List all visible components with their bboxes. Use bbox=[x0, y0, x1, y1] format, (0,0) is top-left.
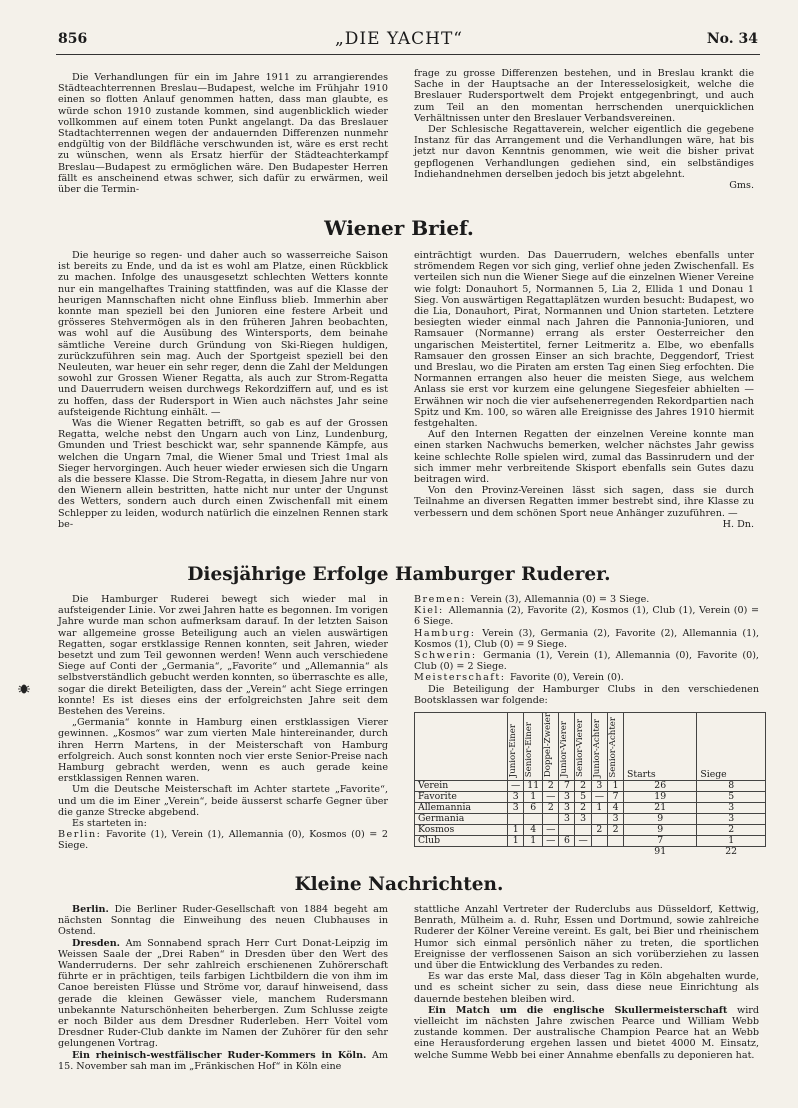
result-line bbox=[414, 650, 759, 672]
column-header-label: Siege bbox=[700, 769, 727, 781]
header-rule bbox=[56, 54, 760, 55]
page-number: 856 bbox=[58, 31, 88, 47]
news-item bbox=[58, 1050, 388, 1072]
table-cell bbox=[608, 836, 624, 847]
empty-cell bbox=[559, 847, 575, 858]
table-cell: 7 bbox=[608, 792, 624, 803]
column-header-label: Junior-Einer bbox=[508, 724, 518, 778]
column-header bbox=[591, 713, 607, 781]
hamburg-left-column bbox=[58, 594, 388, 852]
news-lead: Dresden. bbox=[72, 937, 121, 949]
table-corner-cell bbox=[415, 713, 508, 781]
empty-cell bbox=[508, 847, 524, 858]
paragraph: „Germania“ konnte in Hamburg einen erstklassigen Vierer gewinnen. „Kosmos“ war zum vierten Male hintereinander, durch ihren Herrn Martens, in der Meisterschaft von Hamburg erfolgreich. Auch sonst konnten noch vier erste Senior-Preise nach Hamburg gebracht werden, wenn es auch gerade keine erstklassigen Rennen waren. bbox=[58, 717, 388, 785]
table-cell: 5 bbox=[697, 792, 766, 803]
table-cell: 2 bbox=[697, 825, 766, 836]
table-cell bbox=[559, 825, 575, 836]
city-label: Schwerin: bbox=[414, 650, 484, 662]
paragraph: Die Verhandlungen für ein im Jahre 1911 zu arrangierendes Städteachterrennen Breslau—Budapest, welche im Frühjahr 1910 einen so flotten Anlauf genommen hatten, dass man glaubte, es würde schon 1910 zustande kommen, sind augenblicklich wieder vollkommen auf einem toten Punkt angelangt. Da das Breslauer Stadtachterrennen wegen der andauernden Differenzen nunmehr endgültig von der Bildfläche verschwunden ist, wäre es erst recht zu wünschen, wenn als Ersatz hierfür der Städteachterkampf Breslau—Budapest zu ermöglichen wäre. Den Budapester Herren fällt es anscheinend etwas schwer, sich dafür zu erwärmen, weil über die Termin- bbox=[58, 72, 388, 196]
kleine-nachrichten-headline: Kleine Nachrichten. bbox=[294, 874, 504, 895]
journal-title: „DIE YACHT“ bbox=[334, 29, 463, 49]
news-item bbox=[58, 904, 388, 938]
paragraph: Die heurige so regen- und daher auch so wasserreiche Saison ist bereits zu Ende, und da ist es wohl am Platze, einen Rückblick zu machen. Infolge des unausgesetzt schlechten Wetters konnte nur ein mangelhaftes Training stattfinden, was auf die Klasse der heurigen Mannschaften nicht ohne Einfluss blieb. Immerhin aber konnte man speziell bei den Junioren eine festere Arbeit und grösseres Stehvermögen als in den früheren Jahren beobachten, was wohl auf die Ausübung des Wintersports, dem beinahe sämtliche Vereine durch Gründung von Ski-Riegen huldigen, zurückzuführen sein mag. Auch der Sportgeist speziell bei den Neuleuten, war heuer ein sehr reger, denn die Zahl der Meldungen sowohl zur Grossen Wiener Regatta, als auch zur Strom-Regatta und Dauerrudern weisen durchwegs Rekordziffern auf, und es ist zu hoffen, dass der Rudersport in Wien auch nächstes Jahr seine aufsteigende Richtung einhält. — bbox=[58, 250, 388, 418]
result-line bbox=[414, 605, 759, 627]
wiener-right-column bbox=[414, 250, 754, 530]
column-header bbox=[608, 713, 624, 781]
column-header bbox=[575, 713, 591, 781]
table-cell: 8 bbox=[697, 781, 766, 792]
hamburg-right-column bbox=[414, 594, 759, 857]
column-header-label: Starts bbox=[627, 769, 656, 781]
wiener-brief-headline: Wiener Brief. bbox=[324, 216, 474, 240]
paragraph: Auf den Internen Regatten der einzelnen Vereine konnte man einen starken Nachwuchs bemerken, welcher nächstes Jahr gewiss keine schlechte Rolle spielen wird, zumal das Bassinrudern und der sich immer mehr verbreitende Skisport ebenfalls sein Gutes dazu beitragen wird. bbox=[414, 429, 754, 486]
table-cell: 3 bbox=[697, 803, 766, 814]
total-starts: 91 bbox=[624, 847, 697, 858]
empty-cell bbox=[524, 847, 543, 858]
result-text: Favorite (1), Verein (1), Allemannia (0), Kosmos (0) = 2 Siege. bbox=[58, 829, 388, 852]
issue-number: No. 34 bbox=[706, 31, 758, 47]
table-cell: 7 bbox=[624, 836, 697, 847]
table-cell: 1 bbox=[508, 836, 524, 847]
table-row bbox=[415, 792, 766, 803]
table-cell: 3 bbox=[508, 792, 524, 803]
table-cell: — bbox=[543, 825, 559, 836]
table-cell: 3 bbox=[508, 803, 524, 814]
paragraph: Die Beteiligung der Hamburger Clubs in den verschiedenen Bootsklassen war folgende: bbox=[414, 683, 759, 706]
column-header-label: Senior-Vierer bbox=[575, 719, 586, 778]
column-header-label: Junior-Achter bbox=[591, 718, 602, 778]
wiener-left-column bbox=[58, 250, 388, 530]
totals-row bbox=[415, 847, 766, 858]
table-cell: 6 bbox=[524, 803, 543, 814]
table-cell: 2 bbox=[591, 825, 607, 836]
table-cell: 1 bbox=[524, 792, 543, 803]
participation-table bbox=[414, 712, 766, 857]
table-cell: — bbox=[575, 836, 591, 847]
news-text: wird vielleicht im nächsten Jahre zwischen Pearce und William Webb zustande kommen. Der australische Champion Pearce hat an Webb eine Herausforderung ergehen lassen und bietet 4000 M. Einsatz, welche Summe Webb bei einer Annahme ebenfalls zu deponieren hat. bbox=[414, 1004, 759, 1061]
news-item bbox=[414, 1005, 759, 1061]
signature: H. Dn. bbox=[722, 518, 754, 530]
total-siege: 22 bbox=[697, 847, 766, 858]
empty-cell bbox=[543, 847, 559, 858]
paragraph: Was die Wiener Regatten betrifft, so gab es auf der Grossen Regatta, welche nebst den Ungarn auch von Linz, Lundenburg, Gmunden und Triest beschickt war, sehr spannende Kämpfe, aus welchen die Ungarn 7mal, die Wiener 5mal und Triest 1mal als Sieger hervorgingen. Auch heuer wieder erwiesen sich die Ungarn als die bessere Klasse. Die Strom-Regatta, in diesem Jahre nur von den Wienern allein bestritten, hatte nicht nur unter der Ungunst des Wetters, sondern auch durch einen Zwischenfall mit einem Schlepper zu leiden, wodurch natürlich die einzelnen Rennen stark be- bbox=[58, 418, 388, 530]
column-header-label: Junior-Vierer bbox=[559, 721, 570, 778]
table-cell: 7 bbox=[559, 781, 575, 792]
city-label: Meisterschaft: bbox=[414, 672, 510, 684]
intro-left-column bbox=[58, 72, 388, 195]
table-row bbox=[415, 814, 766, 825]
table-cell: 6 bbox=[559, 836, 575, 847]
table-cell: 2 bbox=[575, 803, 591, 814]
club-name-cell: Allemannia bbox=[415, 803, 508, 814]
paragraph: einträchtigt wurden. Das Dauerrudern, welches ebenfalls unter strömendem Regen vor sich ging, verlief ohne jeden Zwischenfall. Es verteilen sich nun die Wiener Siege auf die einzelnen Wiener Vereine wie folgt: Donauhort 5, Normannen 5, Lia 2, Ellida 1 und Donau 1 Sieg. Von auswärtigen Regattaplätzen wurden besucht: Budapest, wo die Lia, Donauhort, Pirat, Normannen und Union starteten. Letztere besiegten wieder einmal nach Jahren die Pannonia-Junioren, und Ramsauer (Normanne) errang als erster Oesterreicher den ungarischen Meistertitel, ferner Leitmeritz a. Elbe, wo ebenfalls Ramsauer den grossen Einser an sich brachte, Deggendorf, Triest und Breslau, wo die Piraten am ersten Tag einen Sieg erfochten. Die Normannen errangen also heuer die meisten Siege, aus welchem Anlass sie erst vor kurzem eine gelungene Siegesfeier abhielten — Erwähnen wir noch die vier aufsehenerregenden Rekordpartien nach Spitz und Km. 100, so wären alle Ereignisse des Jahres 1910 hiermit festgehalten. bbox=[414, 250, 754, 430]
empty-cell bbox=[415, 847, 508, 858]
table-cell bbox=[575, 825, 591, 836]
news-lead: Ein rheinisch-westfälischer Ruder-Kommers in Köln. bbox=[72, 1049, 367, 1061]
result-line bbox=[414, 672, 759, 683]
paragraph: Es war das erste Mal, dass dieser Tag in Köln abgehalten wurde, und es scheint sicher zu sein, dass diese neue Einrichtung als dauernde bestehen bleiben wird. bbox=[414, 971, 759, 1005]
table-cell bbox=[524, 814, 543, 825]
result-line bbox=[414, 594, 759, 605]
signature: Gms. bbox=[729, 180, 754, 192]
news-text: Am 15. November sah man im „Fränkischen Hof“ in Köln eine bbox=[58, 1049, 388, 1072]
table-header-row bbox=[415, 713, 766, 781]
city-label: Berlin: bbox=[58, 829, 102, 841]
empty-cell bbox=[575, 847, 591, 858]
column-header bbox=[524, 713, 543, 781]
table-cell: 3 bbox=[591, 781, 607, 792]
table-cell: 1 bbox=[524, 836, 543, 847]
table-cell: — bbox=[508, 781, 524, 792]
page-header bbox=[0, 28, 798, 52]
column-header bbox=[508, 713, 524, 781]
kleine-right-column bbox=[414, 904, 759, 1061]
ink-blot-mark bbox=[18, 682, 30, 696]
table-row bbox=[415, 803, 766, 814]
table-cell: — bbox=[591, 792, 607, 803]
table-cell: — bbox=[543, 792, 559, 803]
column-header bbox=[624, 713, 697, 781]
table-cell: 1 bbox=[608, 781, 624, 792]
news-item bbox=[58, 938, 388, 1050]
result-text: Germania (1), Verein (1), Allemannia (0), Favorite (0), Club (0) = 2 Siege. bbox=[414, 650, 759, 673]
kleine-left-column bbox=[58, 904, 388, 1072]
table-cell: 3 bbox=[559, 792, 575, 803]
table-cell: 4 bbox=[608, 803, 624, 814]
table-cell: 9 bbox=[624, 814, 697, 825]
table-row bbox=[415, 781, 766, 792]
intro-right-column bbox=[414, 68, 754, 191]
table-cell: 3 bbox=[559, 803, 575, 814]
paragraph: Die Hamburger Ruderei bewegt sich wieder mal in aufsteigender Linie. Vor zwei Jahren hatte es begonnen. Im vorigen Jahre wurde man schon aufmerksam darauf. In der letzten Saison war allgemeine grosse Beteiligung auch an vielen auswärtigen Regatten, sogar erstklassige Rennen konnten, seit Jahren, wieder besetzt und zum Teil gewonnen werden! Wenn auch verschiedene Siege auf Conti der „Germania“, „Favorite“ und „Allemannia“ als selbstverständlich gebucht werden konnten, so überraschte es alle, sogar die direkt Beteiligten, dass der „Verein“ acht Siege erringen konnte! Es ist dieses eins der erfolgreichsten Jahre seit dem Bestehen des Vereins. bbox=[58, 594, 388, 718]
table-cell: 19 bbox=[624, 792, 697, 803]
empty-cell bbox=[591, 847, 607, 858]
club-name-cell: Kosmos bbox=[415, 825, 508, 836]
table-cell: 4 bbox=[524, 825, 543, 836]
club-name-cell: Verein bbox=[415, 781, 508, 792]
paragraph: Von den Provinz-Vereinen lässt sich sagen, dass sie durch Teilnahme an diversen Regatten immer bestrebt sind, ihre Klasse zu verbessern und dem schönen Sport neue Anhänger zuzuführen. — bbox=[414, 485, 754, 519]
club-name-cell: Germania bbox=[415, 814, 508, 825]
result-line bbox=[58, 829, 388, 851]
empty-cell bbox=[608, 847, 624, 858]
result-text: Verein (3), Allemannia (0) = 3 Siege. bbox=[470, 594, 650, 605]
result-text: Favorite (0), Verein (0). bbox=[510, 672, 624, 684]
table-cell: 5 bbox=[575, 792, 591, 803]
table-cell bbox=[543, 814, 559, 825]
column-header-label: Senior-Achter bbox=[608, 716, 619, 778]
table-cell bbox=[591, 836, 607, 847]
result-text: Allemannia (2), Favorite (2), Kosmos (1), Club (1), Verein (0) = 6 Siege. bbox=[414, 605, 759, 628]
column-header-label: Senior-Einer bbox=[524, 722, 535, 778]
table-cell: 2 bbox=[575, 781, 591, 792]
paragraph: stattliche Anzahl Vertreter der Ruderclubs aus Düsseldorf, Kettwig, Benrath, Mülheim a. d. Ruhr, Essen und Dortmund, sowie zahlreiche Ruderer der Kölner Vereine vereint. Es galt, bei Bier und rheinischem Humor sich einmal persönlich näher zu treten, die sportlichen Ereignisse der verflossenen Saison an sich vorüberziehen zu lassen und über die Entwicklung des Verbandes zu reden. bbox=[414, 904, 759, 972]
table-cell: 1 bbox=[697, 836, 766, 847]
table-cell: 2 bbox=[608, 825, 624, 836]
hamburg-headline: Diesjährige Erfolge Hamburger Ruderer. bbox=[187, 564, 611, 585]
table-cell: 3 bbox=[697, 814, 766, 825]
table-cell: 3 bbox=[559, 814, 575, 825]
column-header bbox=[543, 713, 559, 781]
table-body bbox=[415, 781, 766, 858]
table-cell: 2 bbox=[543, 803, 559, 814]
news-lead: Ein Match um die englische Skullermeisterschaft bbox=[428, 1004, 728, 1016]
city-label: Bremen: bbox=[414, 594, 471, 605]
table-cell bbox=[508, 814, 524, 825]
news-lead: Berlin. bbox=[72, 904, 109, 915]
city-label: Kiel: bbox=[414, 605, 449, 617]
paragraph: Es starteten in: bbox=[72, 818, 147, 830]
table-cell: 2 bbox=[543, 781, 559, 792]
news-text: Die Berliner Ruder-Gesellschaft von 1884 begeht am nächsten Sonntag die Einweihung des neuen Clubhauses in Ostend. bbox=[58, 904, 388, 938]
table-row bbox=[415, 825, 766, 836]
city-label: Hamburg: bbox=[414, 627, 483, 639]
column-header bbox=[559, 713, 575, 781]
paragraph: Um die Deutsche Meisterschaft im Achter startete „Favorite“, und um die im Einer „Verein“, beide äusserst scharfe Gegner über die ganze Strecke abgebend. bbox=[58, 784, 388, 818]
table-row bbox=[415, 836, 766, 847]
table-cell: 21 bbox=[624, 803, 697, 814]
paragraph: Der Schlesische Regattaverein, welcher eigentlich die gegebene Instanz für das Arrangement und die Verhandlungen wäre, hat bis jetzt nur davon Kenntnis genommen, wie weit die bisher privat gepflogenen Verhandlungen gediehen sind, ein selbständiges Indiehandnehmen derselben jedoch bis jetzt abgelehnt. bbox=[414, 124, 754, 180]
table-cell: — bbox=[543, 836, 559, 847]
table-cell: 26 bbox=[624, 781, 697, 792]
table-cell: 1 bbox=[508, 825, 524, 836]
result-line bbox=[414, 628, 759, 650]
paragraph: frage zu grosse Differenzen bestehen, und in Breslau krankt die Sache in der Hauptsache an der Interesselosigkeit, welche die Breslauer Rudersportwelt dem Projekt entgegenbringt, und auch zum Teil an den momentan herrschenden unerquicklichen Verhältnissen unter den Breslauer Verbandsvereinen. bbox=[414, 68, 754, 124]
column-header-label: Doppel-Zweier bbox=[543, 713, 554, 778]
club-name-cell: Club bbox=[415, 836, 508, 847]
table-cell: 9 bbox=[624, 825, 697, 836]
news-text: Am Sonnabend sprach Herr Curt Donat-Leipzig im Weissen Saale der „Drei Raben“ in Dresden über den Wert des Wanderruderns. Der sehr zahlreich erschienenen Zuhörerschaft führte er in prächtigen, teils farbigen Lichtbildern die von ihm im Canoe bereisten Flüsse und Ströme vor, darauf hinweisend, dass gerade die kleinen Gewässer viele, manchem Rudersmann unbekannte Naturschönheiten beherbergen. Zum Schlusse zeigte er noch Bilder aus dem Dresdner Ruderleben. Herr Voitel vom Dresdner Ruder-Club dankte im Namen der Zuhörer für den sehr gelungenen Vortrag. bbox=[58, 937, 388, 1050]
table-cell: 1 bbox=[591, 803, 607, 814]
city-results-list bbox=[414, 594, 759, 684]
column-header bbox=[697, 713, 766, 781]
table-cell: 3 bbox=[608, 814, 624, 825]
table-cell bbox=[591, 814, 607, 825]
result-text: Verein (3), Germania (2), Favorite (2), Allemannia (1), Kosmos (1), Club (0) = 9 Siege. bbox=[414, 627, 759, 650]
table-cell: 3 bbox=[575, 814, 591, 825]
table-cell: 11 bbox=[524, 781, 543, 792]
club-name-cell: Favorite bbox=[415, 792, 508, 803]
